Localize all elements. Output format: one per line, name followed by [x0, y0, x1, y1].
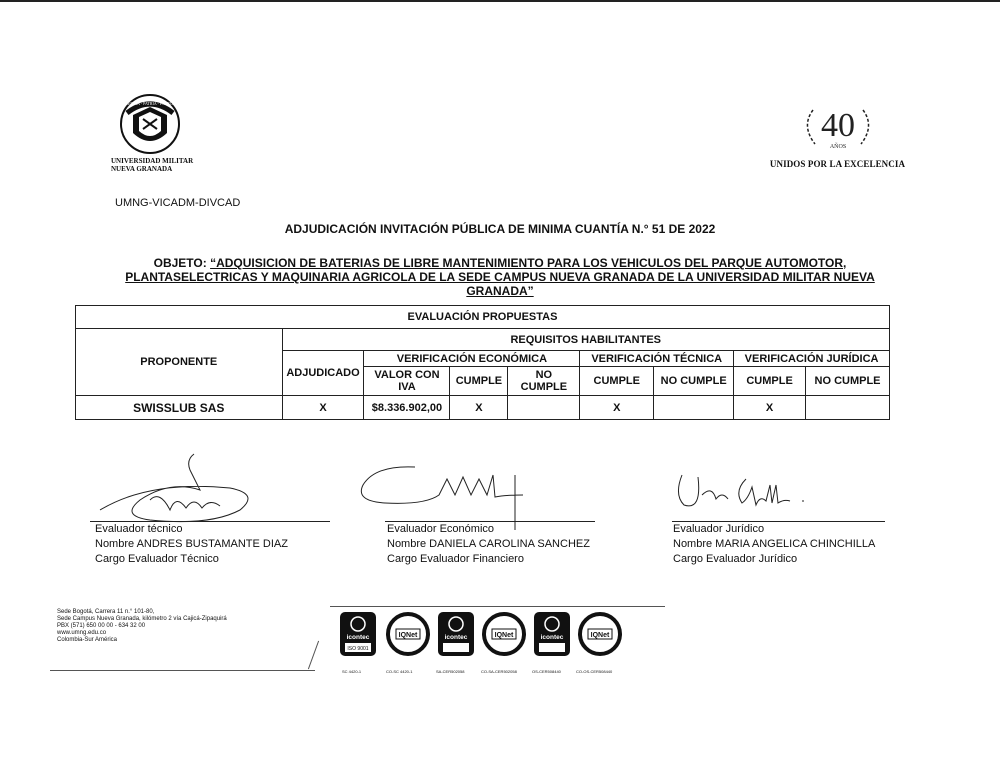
laurel-40-icon — [793, 100, 883, 152]
icontec-icon — [438, 612, 474, 656]
cert-code: CO-SA-CER502058 — [481, 669, 517, 674]
cell-jur-no-cumple — [806, 396, 890, 420]
university-logo — [105, 93, 195, 173]
iso-label: ISO 9001 — [347, 646, 369, 652]
document-title: ADJUDICACIÓN INVITACIÓN PÚBLICA DE MINIMA CUANTÍA N.° 51 DE 2022 — [284, 222, 716, 236]
address-line2: Sede Campus Nueva Granada, kilómetro 2 vía Cajicá-Zipaquirá — [57, 616, 227, 622]
cert-code: SA-CER502058 — [436, 669, 465, 674]
document-code: UMNG-VICADM-DIVCAD — [115, 197, 241, 209]
objeto-paragraph — [110, 256, 890, 298]
header-valor-con-iva: VALOR CON IVA — [364, 367, 450, 396]
signature-tecnico — [90, 450, 270, 530]
evaluation-table — [75, 305, 890, 420]
address-line1: Sede Bogotá, Carrera 11 n.° 101-80, — [57, 609, 155, 615]
footer-divider-right — [330, 606, 665, 607]
header-eco-cumple: CUMPLE — [450, 367, 508, 396]
header-adjudicado: ADJUDICADO — [282, 351, 364, 396]
cell-tec-no-cumple — [654, 396, 734, 420]
header-proponente: PROPONENTE — [76, 329, 283, 396]
objeto-prefix: OBJETO: — [153, 256, 211, 270]
iqnet-label: IQNet — [398, 632, 418, 639]
cell-proponente: SWISSLUB SAS — [76, 396, 283, 420]
university-name — [111, 157, 195, 173]
icontec-icon — [340, 612, 376, 656]
signature-juridico — [672, 465, 832, 515]
footer-address — [57, 609, 227, 644]
iqnet-icon — [482, 612, 526, 656]
signature-block-tecnico — [95, 522, 288, 567]
iqnet-label: IQNet — [590, 632, 610, 639]
icontec-label: icontec — [444, 634, 468, 641]
header-verificacion-tecnica: VERIFICACIÓN TÉCNICA — [580, 351, 734, 367]
phone: PBX (571) 650 00 00 - 634 32 00 — [57, 623, 146, 629]
header-jur-cumple: CUMPLE — [734, 367, 806, 396]
header-requisitos: REQUISITOS HABILITANTES — [282, 329, 890, 351]
signature-block-economico — [387, 522, 590, 567]
iqnet-icon — [386, 612, 430, 656]
header-verificacion-economica: VERIFICACIÓN ECONÓMICA — [364, 351, 580, 367]
cell-tec-cumple: X — [580, 396, 654, 420]
footer-divider-slant — [308, 641, 319, 670]
signature-block-juridico — [673, 522, 875, 567]
icontec-badge-3 — [534, 612, 570, 656]
signature-name: Nombre DANIELA CAROLINA SANCHEZ — [387, 538, 590, 550]
iqnet-badge-2 — [482, 612, 526, 656]
cell-eco-cumple: X — [450, 396, 508, 420]
icontec-label: icontec — [540, 634, 564, 641]
footer-divider-left — [50, 670, 315, 671]
table-row — [76, 396, 890, 420]
signature-name: Nombre MARIA ANGELICA CHINCHILLA — [673, 538, 876, 550]
iqnet-icon — [578, 612, 622, 656]
cert-code: OS-CER508440 — [532, 669, 561, 674]
anniversary-number: 40 — [820, 107, 855, 144]
iqnet-badge-1 — [386, 612, 430, 656]
cert-code: CO-SC 4420-1 — [386, 669, 413, 674]
icontec-badge-1 — [340, 612, 376, 656]
anniversary-logo — [765, 100, 910, 169]
cell-jur-cumple: X — [734, 396, 806, 420]
header-eco-no-cumple: NO CUMPLE — [508, 367, 580, 396]
table-title: EVALUACIÓN PROPUESTAS — [76, 306, 890, 329]
icontec-badge-2 — [438, 612, 474, 656]
signature-cargo: Cargo Evaluador Financiero — [387, 553, 524, 565]
cert-code: CO-OS-CER508440 — [576, 669, 613, 674]
cell-valor: $8.336.902,00 — [364, 396, 450, 420]
website-link[interactable]: www.umng.edu.co — [57, 630, 107, 636]
seal-text: CIENCIA - PATRIA - FAMILIA — [123, 101, 177, 106]
icontec-label: icontec — [346, 634, 370, 641]
signature-cargo: Cargo Evaluador Jurídico — [673, 553, 798, 565]
region: Colombia-Sur América — [57, 637, 118, 643]
header-verificacion-juridica: VERIFICACIÓN JURÍDICA — [734, 351, 890, 367]
objeto-text: “ADQUISICION DE BATERIAS DE LIBRE MANTENIMIENTO PARA LOS VEHICULOS DEL PARQUE AUTOMOTOR, PLANTASELECTRICAS Y MAQUINARIA AGRICOLA DE LA SEDE CAMPUS NUEVA GRANADA DE LA UNIVERSIDAD MILITAR NUEVA GRANADA” — [125, 256, 875, 298]
anniversary-label: AÑOS — [829, 144, 846, 150]
signature-name: Nombre ANDRES BUSTAMANTE DIAZ — [95, 538, 288, 550]
icontec-icon — [534, 612, 570, 656]
iqnet-label: IQNet — [494, 632, 514, 639]
header-tec-cumple: CUMPLE — [580, 367, 654, 396]
top-border-line — [0, 0, 1000, 2]
university-name-line2: NUEVA GRANADA — [111, 165, 173, 173]
university-seal-icon — [119, 93, 181, 155]
header-tec-no-cumple: NO CUMPLE — [654, 367, 734, 396]
signature-role: Evaluador Económico — [387, 523, 495, 535]
cert-code: SC 4420-1 — [342, 669, 362, 674]
header-jur-no-cumple: NO CUMPLE — [806, 367, 890, 396]
cell-eco-no-cumple — [508, 396, 580, 420]
iqnet-badge-3 — [578, 612, 622, 656]
motto: UNIDOS POR LA EXCELENCIA — [769, 159, 906, 169]
signature-role: Evaluador técnico — [95, 523, 183, 535]
signature-role: Evaluador Jurídico — [673, 523, 765, 535]
university-name-line1: UNIVERSIDAD MILITAR — [111, 157, 194, 165]
signature-cargo: Cargo Evaluador Técnico — [95, 553, 219, 565]
cell-adjudicado: X — [282, 396, 364, 420]
